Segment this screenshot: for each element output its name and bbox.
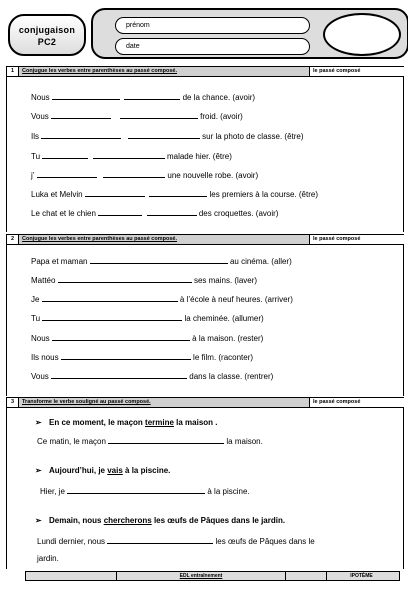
footer-center: EDL entraînement bbox=[116, 572, 286, 580]
exercise-line: Mattéo ses mains. (laver) bbox=[31, 276, 258, 285]
student-info-box bbox=[91, 8, 408, 59]
section-number: 2 bbox=[7, 235, 19, 244]
section-2-bar bbox=[6, 234, 404, 245]
exercise-line: Vous dans la classe. (rentrer) bbox=[31, 372, 274, 381]
title-box bbox=[8, 14, 86, 56]
section-3 bbox=[6, 408, 404, 569]
exercise-line: Je à l’école à neuf heures. (arriver) bbox=[31, 295, 293, 304]
answer-line-continuation: jardin. bbox=[37, 554, 59, 563]
exercise-line: Vous froid. (avoir) bbox=[31, 112, 243, 121]
exercise-line: Papa et maman au cinéma. (aller) bbox=[31, 257, 292, 266]
grade-oval bbox=[323, 13, 401, 56]
section-number: 3 bbox=[7, 398, 19, 407]
exercise-line: Nous de la chance. (avoir) bbox=[31, 93, 256, 102]
underlined-verb: vais bbox=[107, 466, 123, 475]
section-tense: le passé composé bbox=[309, 67, 404, 76]
exercise-line: Ils sur la photo de classe. (être) bbox=[31, 132, 304, 141]
sentence-prompt: ➢ En ce moment, le maçon termine la maison . bbox=[35, 418, 218, 427]
title-line-1: conjugaison bbox=[18, 25, 76, 35]
section-instruction: Conjugue les verbes entre parenthèses au passé composé. bbox=[22, 236, 177, 242]
underlined-verb: chercherons bbox=[103, 516, 152, 525]
section-instruction: Transforme le verbe souligné au passé composé. bbox=[22, 399, 151, 405]
worksheet-header bbox=[6, 6, 404, 59]
answer-line: Hier, je à la piscine. bbox=[40, 487, 250, 496]
section-2 bbox=[6, 245, 404, 396]
footer-right: IPOTÈME bbox=[326, 572, 396, 580]
exercise-line: j’ une nouvelle robe. (avoir) bbox=[31, 171, 259, 180]
section-3-bar bbox=[6, 397, 404, 408]
worksheet-footer bbox=[25, 571, 400, 581]
arrow-icon: ➢ bbox=[35, 418, 42, 427]
arrow-icon: ➢ bbox=[35, 466, 42, 475]
section-number: 1 bbox=[7, 67, 19, 76]
sentence-prompt: ➢ Demain, nous chercherons les œufs de Pâques dans le jardin. bbox=[35, 516, 286, 525]
date-field[interactable]: date bbox=[115, 38, 310, 55]
answer-line: Ce matin, le maçon la maison. bbox=[37, 437, 263, 446]
exercise-line: Ils nous le film. (raconter) bbox=[31, 353, 254, 362]
section-tense: le passé composé bbox=[309, 235, 404, 244]
sentence-prompt: ➢ Aujourd’hui, je vais à la piscine. bbox=[35, 466, 171, 475]
answer-line: Lundi dernier, nous les œufs de Pâques dans le bbox=[37, 537, 315, 546]
exercise-line: Luka et Melvin les premiers à la course. (être) bbox=[31, 190, 318, 199]
underlined-verb: termine bbox=[145, 418, 174, 427]
title-line-2: PC2 bbox=[37, 37, 57, 47]
exercise-line: Tu la cheminée. (allumer) bbox=[31, 314, 264, 323]
section-1 bbox=[6, 77, 404, 232]
exercise-line: Le chat et le chien des croquettes. (avoir) bbox=[31, 209, 279, 218]
prenom-field[interactable]: prénom bbox=[115, 17, 310, 34]
exercise-line: Nous à la maison. (rester) bbox=[31, 334, 264, 343]
section-tense: le passé composé bbox=[309, 398, 404, 407]
exercise-line: Tu malade hier. (être) bbox=[31, 152, 232, 161]
section-1-bar bbox=[6, 66, 404, 77]
arrow-icon: ➢ bbox=[35, 516, 42, 525]
section-instruction: Conjugue les verbes entre parenthèses au passé composé. bbox=[22, 68, 177, 74]
